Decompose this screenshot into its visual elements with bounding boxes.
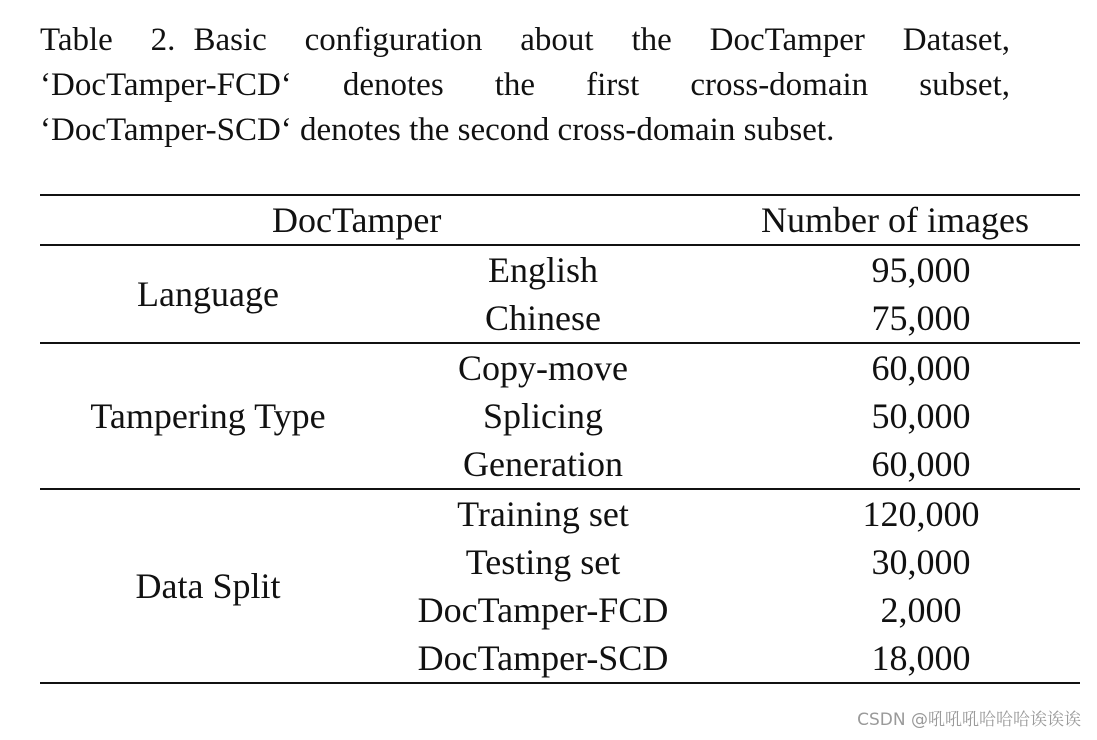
caption-line-1	[40, 18, 1010, 63]
row-name: Copy-move	[458, 348, 628, 388]
table-caption	[40, 18, 1010, 153]
caption-line-3: ‘DocTamper-SCD‘ denotes the second cross-domain subset.	[40, 112, 835, 148]
row-value: 50,000	[871, 396, 971, 436]
table-container	[40, 194, 1080, 684]
row-value: 60,000	[871, 348, 971, 388]
row-value: 2,000	[880, 590, 962, 630]
header-number-of-images: Number of images	[710, 195, 1080, 245]
row-value: 120,000	[862, 494, 980, 534]
data-table	[40, 194, 1080, 684]
table-header-row	[40, 195, 1080, 245]
group-label-data-split: Data Split	[40, 489, 376, 683]
header-doctamper: DocTamper	[40, 195, 710, 245]
row-name: DocTamper-FCD	[417, 590, 669, 630]
table-row	[40, 489, 1080, 538]
row-value: 95,000	[871, 250, 971, 290]
row-value: 18,000	[710, 634, 1080, 683]
row-name: Generation	[376, 440, 710, 489]
caption-label: Table 2.	[40, 22, 176, 58]
caption-line-2: ‘DocTamper-FCD‘ denotes the first cross-domain subset,	[40, 67, 1010, 103]
row-name: DocTamper-SCD	[376, 634, 710, 683]
watermark: CSDN @吼吼吼哈哈哈诶诶诶	[857, 710, 1081, 730]
row-value: 30,000	[871, 542, 971, 582]
group-label-language: Language	[40, 245, 376, 343]
table-row	[40, 343, 1080, 392]
row-name: English	[487, 250, 598, 290]
row-value: 60,000	[710, 440, 1080, 489]
caption-text-1: Basic configuration about the DocTamper Dataset,	[193, 22, 1010, 58]
row-name: Testing set	[465, 542, 621, 582]
group-label-tampering-type: Tampering Type	[40, 343, 376, 489]
row-name: Chinese	[376, 294, 710, 343]
row-name: Training set	[457, 494, 629, 534]
row-value: 75,000	[710, 294, 1080, 343]
row-name: Splicing	[482, 396, 603, 436]
table-row	[40, 245, 1080, 294]
